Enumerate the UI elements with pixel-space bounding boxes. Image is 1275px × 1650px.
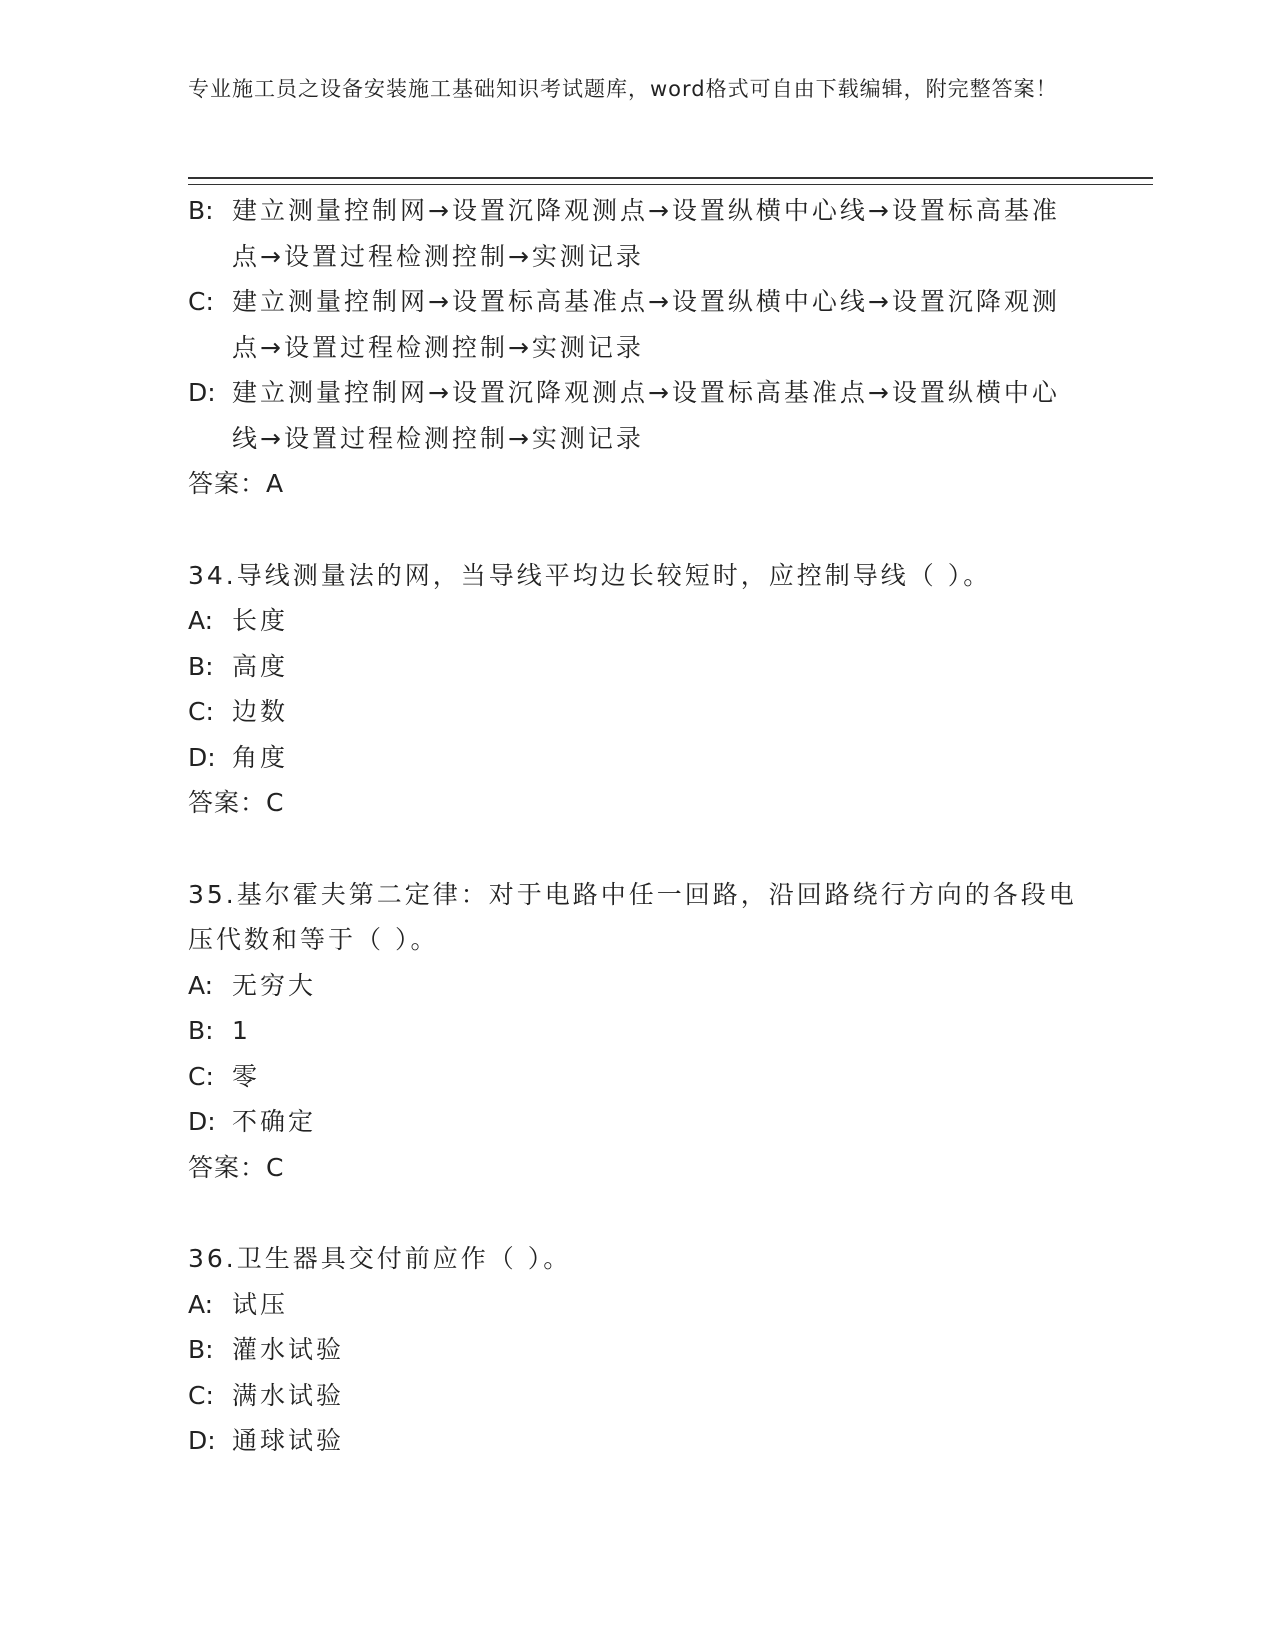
option-text: 角度 — [232, 742, 289, 772]
question-stem: 36.卫生器具交付前应作（ ）。 — [188, 1244, 572, 1273]
answer-line: 答案：C — [188, 788, 285, 817]
answer-line: 答案：A — [188, 469, 285, 498]
option-d — [188, 735, 1078, 781]
option-text: 建立测量控制网→设置沉降观测点→设置标高基准点→设置纵横中心线→设置过程检测控制→实测记录 — [232, 378, 1060, 453]
option-text: 无穷大 — [232, 970, 317, 1000]
option-a — [188, 1282, 1078, 1328]
option-text: 灌水试验 — [232, 1335, 345, 1364]
option-text: 建立测量控制网→设置沉降观测点→设置纵横中心线→设置标高基准点→设置过程检测控制→实测记录 — [232, 196, 1060, 271]
page-header — [188, 74, 1068, 105]
option-d — [188, 370, 1078, 461]
option-letter: B: — [188, 1016, 214, 1045]
header-rule-thick — [188, 177, 1153, 179]
option-letter: B: — [188, 651, 214, 681]
question-stem: 34.导线测量法的网，当导线平均边长较短时，应控制导线（ ）。 — [188, 560, 992, 590]
question-36 — [188, 1236, 1078, 1464]
question-35 — [188, 872, 1078, 1191]
option-b — [188, 1008, 1078, 1054]
option-letter: A: — [188, 970, 214, 1000]
option-text: 不确定 — [232, 1107, 317, 1136]
option-letter: C: — [188, 1380, 214, 1410]
option-a — [188, 598, 1078, 644]
question-list — [188, 188, 1078, 1464]
option-b — [188, 188, 1078, 279]
option-a — [188, 963, 1078, 1009]
option-text: 高度 — [232, 651, 289, 681]
option-letter: D: — [188, 1107, 216, 1136]
option-letter: D: — [188, 378, 216, 407]
question-stem: 35.基尔霍夫第二定律：对于电路中任一回路，沿回路绕行方向的各段电压代数和等于（ ）。 — [188, 879, 1077, 954]
option-text: 通球试验 — [232, 1426, 345, 1455]
option-text: 建立测量控制网→设置标高基准点→设置纵横中心线→设置沉降观测点→设置过程检测控制→实测记录 — [232, 287, 1060, 362]
option-d — [188, 1099, 1078, 1145]
option-c — [188, 1054, 1078, 1100]
option-letter: C: — [188, 287, 214, 316]
option-text: 试压 — [232, 1289, 289, 1319]
option-c — [188, 279, 1078, 370]
option-letter: D: — [188, 1426, 216, 1455]
question-34 — [188, 553, 1078, 826]
option-text: 边数 — [232, 697, 289, 726]
option-c — [188, 1373, 1078, 1419]
option-letter: B: — [188, 1335, 214, 1364]
option-text: 满水试验 — [232, 1380, 345, 1410]
option-letter: C: — [188, 697, 214, 726]
answer-line: 答案：C — [188, 1152, 285, 1182]
document-title: 专业施工员之设备安装施工基础知识考试题库，word格式可自由下载编辑，附完整答案！ — [188, 77, 1058, 101]
option-b — [188, 644, 1078, 690]
option-b — [188, 1327, 1078, 1373]
option-text: 1 — [232, 1016, 251, 1045]
option-letter: C: — [188, 1061, 214, 1091]
option-letter: A: — [188, 606, 214, 635]
option-letter: B: — [188, 196, 214, 225]
option-text: 零 — [232, 1061, 261, 1091]
option-letter: A: — [188, 1289, 214, 1319]
option-c — [188, 689, 1078, 735]
header-rule-thin — [188, 184, 1153, 185]
option-text: 长度 — [232, 606, 289, 635]
question-33-continued — [188, 188, 1078, 507]
option-letter: D: — [188, 742, 216, 772]
option-d — [188, 1418, 1078, 1464]
